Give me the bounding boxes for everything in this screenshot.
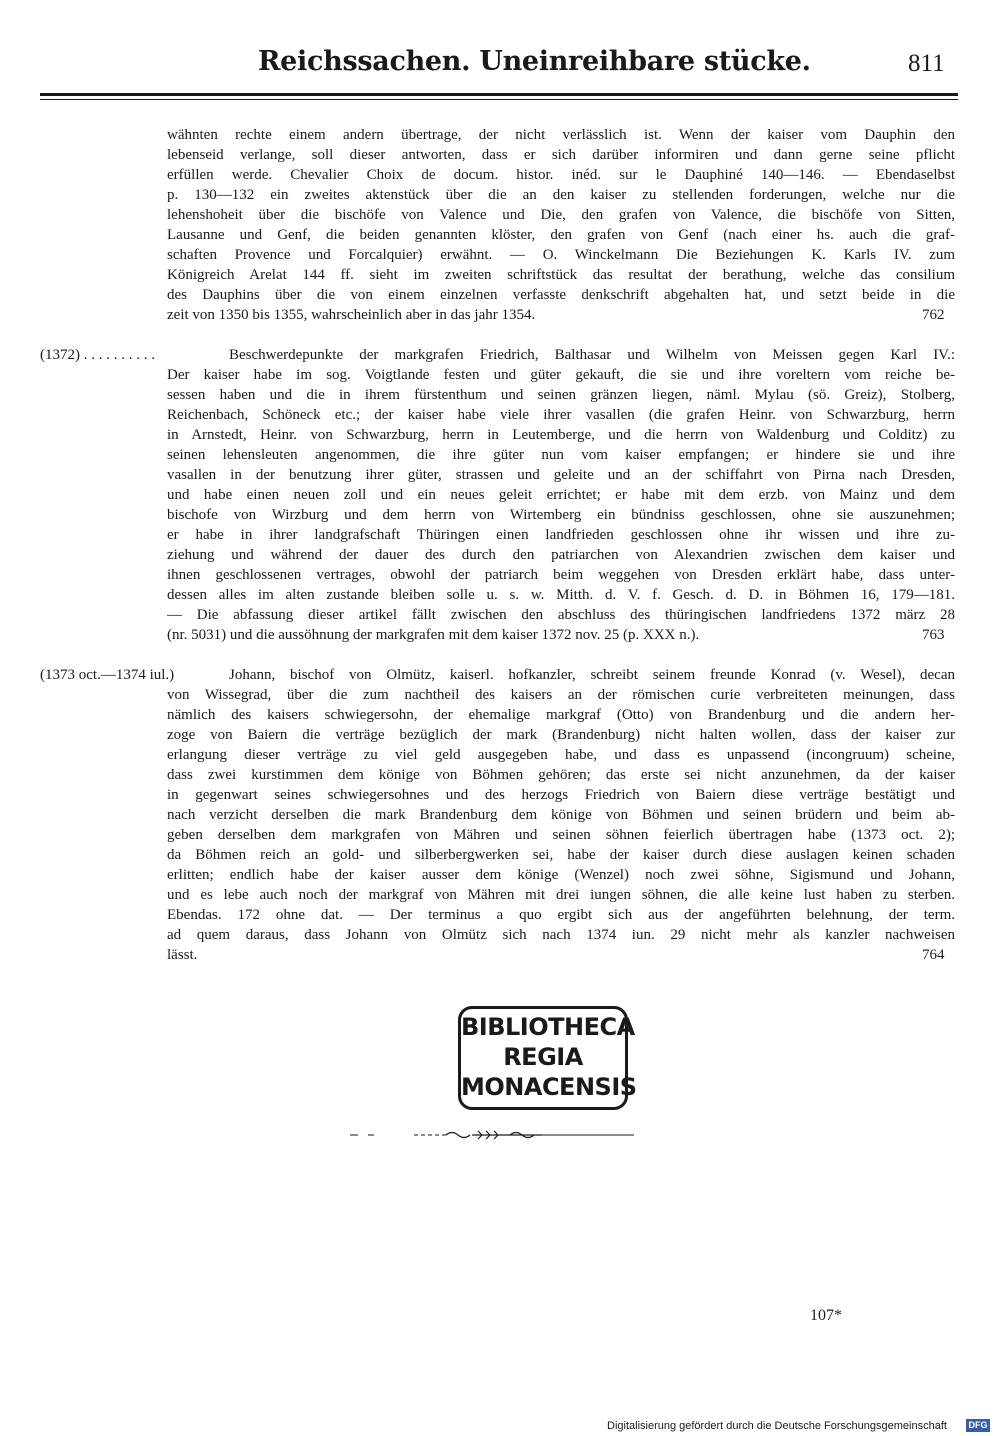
text-line: wähnten rechte einem andern übertrage, der nicht verlässlich ist. Wenn der kaiser vom Dauphin den	[167, 127, 955, 143]
text-line: sessen haben und die in ihrem fürstenthum und seinen gränzen liegen, näml. Mylau (sö. Greiz), Stolberg,	[167, 387, 955, 403]
text-line: lehenshoheit über die bischöfe von Valence und Die, den grafen von Valence, die bischöfe von Sitten,	[167, 207, 955, 223]
text-line: p. 130—132 ein zweites aktenstück über die an den kaiser zu stellenden forderungen, welche nur die	[167, 187, 955, 203]
text-line: dass zwei kurstimmen dem könige von Böhmen gehören; das erste sei nicht anzunehmen, da der kaiser	[167, 767, 955, 783]
text-line: seinen lehensleuten angenommen, die ihre güter nun vom kaiser empfangen; er hindere sie und ihre	[167, 447, 955, 463]
text-line: Königreich Arelat 144 ff. sieht im zweiten schriftstück das resultat der berathung, welche das consilium	[167, 267, 955, 283]
text-line: des Dauphins über die von einem einzelnen verfasste denkschrift abgehalten hat, und setzt beide in die	[167, 287, 955, 303]
footer-text: Digitalisierung gefördert durch die Deutsche Forschungsgemeinschaft	[607, 1420, 947, 1432]
text-line: erfüllen werde. Chevalier Choix de docum. histor. inéd. sur le Dauphiné 140—146. — Ebendaselbst	[167, 167, 955, 183]
sheet-signature: 107*	[810, 1307, 842, 1324]
header-rule	[40, 93, 958, 96]
text-line: er habe in ihrer landgrafschaft Thüringen einen landfrieden geschlossen ohne ihr wissen und ihre zu-	[167, 527, 955, 543]
text-line: ihnen geschlossenen vertrages, obwohl der patriarch beim weggehen von Dresden erklärt habe, dass unter-	[167, 567, 955, 583]
text-line: Ebendas. 172 ohne dat. — Der terminus a quo ergibt sich aus der angeführten belehnung, der term.	[167, 907, 955, 923]
regest-date: (1373 oct.—1374 iul.)	[40, 667, 175, 683]
text-line: von Wissegrad, über die zum nachtheil des kaisers an der römischen curie verbreiteten meinungen, dass	[167, 687, 955, 703]
text-line: nach verzicht derselben die mark Brandenburg dem könige von Böhmen und seinen brüdern und beim ab-	[167, 807, 955, 823]
text-line: ziehung und während der dauer des durch den patriarchen von Alexandrien zwischen dem kaiser und	[167, 547, 955, 563]
text-line: zoge von Baiern die verträge bezüglich der mark (Brandenburg) nicht halten wollen, dass der kaiser zur	[167, 727, 955, 743]
text-line: (nr. 5031) und die aussöhnung der markgrafen mit dem kaiser 1372 nov. 25 (p. XXX n.).	[167, 627, 700, 643]
regest-number: 764	[922, 947, 945, 963]
text-line: geben derselben dem markgrafen von Mähren und seinen söhnen feierlich übertragen habe (1373 oct. 2);	[167, 827, 955, 843]
text-line: dessen alles im alten zustande bleiben solle u. s. w. Mitth. d. V. f. Gesch. d. D. in Böhmen 16, 179—181.	[167, 587, 955, 603]
text-line: in gegenwart seines schwiegersohnes und des herzogs Friedrich von Baiern diese verträge bestätigt und	[167, 787, 955, 803]
text-line: Reichenbach, Schöneck etc.; der kaiser habe viele ihrer vasallen (die grafen Heinr. von Schwarzburg, herrn	[167, 407, 955, 423]
stamp-line: MONACENSIS	[461, 1073, 637, 1101]
regest-number: 762	[922, 307, 945, 323]
text-line: lebenseid verlange, soll dieser antworten, dass er sich darüber informiren und dann gerne seine pflicht	[167, 147, 955, 163]
text-line: und es lebe auch noch der markgraf von Mähren mit drei iungen söhnen, die alle keine lust haben zu sterben.	[167, 887, 955, 903]
ornament-divider	[346, 1129, 636, 1141]
text-line: Der kaiser habe im sog. Voigtlande festen und güter gekauft, die sie und ihre voreltern vom reiche be-	[167, 367, 955, 383]
text-line: — Die abfassung dieser artikel fällt zwischen den abschluss des thüringischen landfriedens 1372 märz 28	[167, 607, 955, 623]
text-line: bischofe von Wirzburg und dem herrn von Wirtemberg ein bündniss geschlossen, ohne sie auszunehmen;	[167, 507, 955, 523]
page-title: Reichssachen. Uneinreihbare stücke.	[258, 46, 811, 77]
dfg-logo: DFG	[966, 1419, 990, 1432]
text-line: vasallen in der benutzung ihrer güter, strassen und geleite und an der schiffahrt von Pirna nach Dresden,	[167, 467, 955, 483]
text-line: Johann, bischof von Olmütz, kaiserl. hofkanzler, schreibt seinem freunde Konrad (v. Wesel), decan	[229, 667, 955, 683]
text-line: nämlich des kaisers schwiegersohn, der ehemalige markgraf (Otto) von Brandenburg und die andern her-	[167, 707, 955, 723]
header-rule-thin	[40, 99, 958, 100]
text-line: erlitten; endlich habe der kaiser ausser dem könige (Wenzel) noch zwei söhne, Sigismund und Johann,	[167, 867, 955, 883]
text-line: erlangung dieser verträge zu viel geld ausgegeben habe, und dass es unpassend (incongruum) scheine,	[167, 747, 955, 763]
text-line: in Arnstedt, Heinr. von Schwarzburg, herrn in Leutemberge, und die herrn von Waldenburg und Colditz) zu	[167, 427, 955, 443]
text-line: schaften Provence und Forcalquier) erwähnt. — O. Winckelmann Die Beziehungen K. Karls IV. zum	[167, 247, 955, 263]
regest-number: 763	[922, 627, 945, 643]
text-line: und habe einen neuen zoll und ein neues geleit errichtet; er habe mit dem erzb. von Mainz und dem	[167, 487, 955, 503]
stamp-line: BIBLIOTHECA	[461, 1013, 635, 1041]
text-line: ad quem daraus, dass Johann von Olmütz sich nach 1374 iun. 29 nicht mehr als kanzler nachweisen	[167, 927, 955, 943]
page-number: 811	[908, 50, 945, 77]
library-stamp	[458, 1006, 637, 1110]
regest-date: (1372) . . . . . . . . . .	[40, 347, 155, 363]
text-line: Lausanne und Genf, die beiden genannten klöster, den grafen von Genf (nach einer hs. auch die graf-	[167, 227, 955, 243]
text-line: Beschwerdepunkte der markgrafen Friedrich, Balthasar und Wilhelm von Meissen gegen Karl IV.:	[229, 347, 955, 363]
text-line: lässt.	[167, 947, 198, 963]
text-line: zeit von 1350 bis 1355, wahrscheinlich aber in das jahr 1354.	[167, 307, 536, 323]
text-line: da Böhmen reich an gold- und silberbergwerken sei, habe der kaiser durch diese auslagen keinen schaden	[167, 847, 955, 863]
stamp-line: REGIA	[503, 1043, 583, 1071]
